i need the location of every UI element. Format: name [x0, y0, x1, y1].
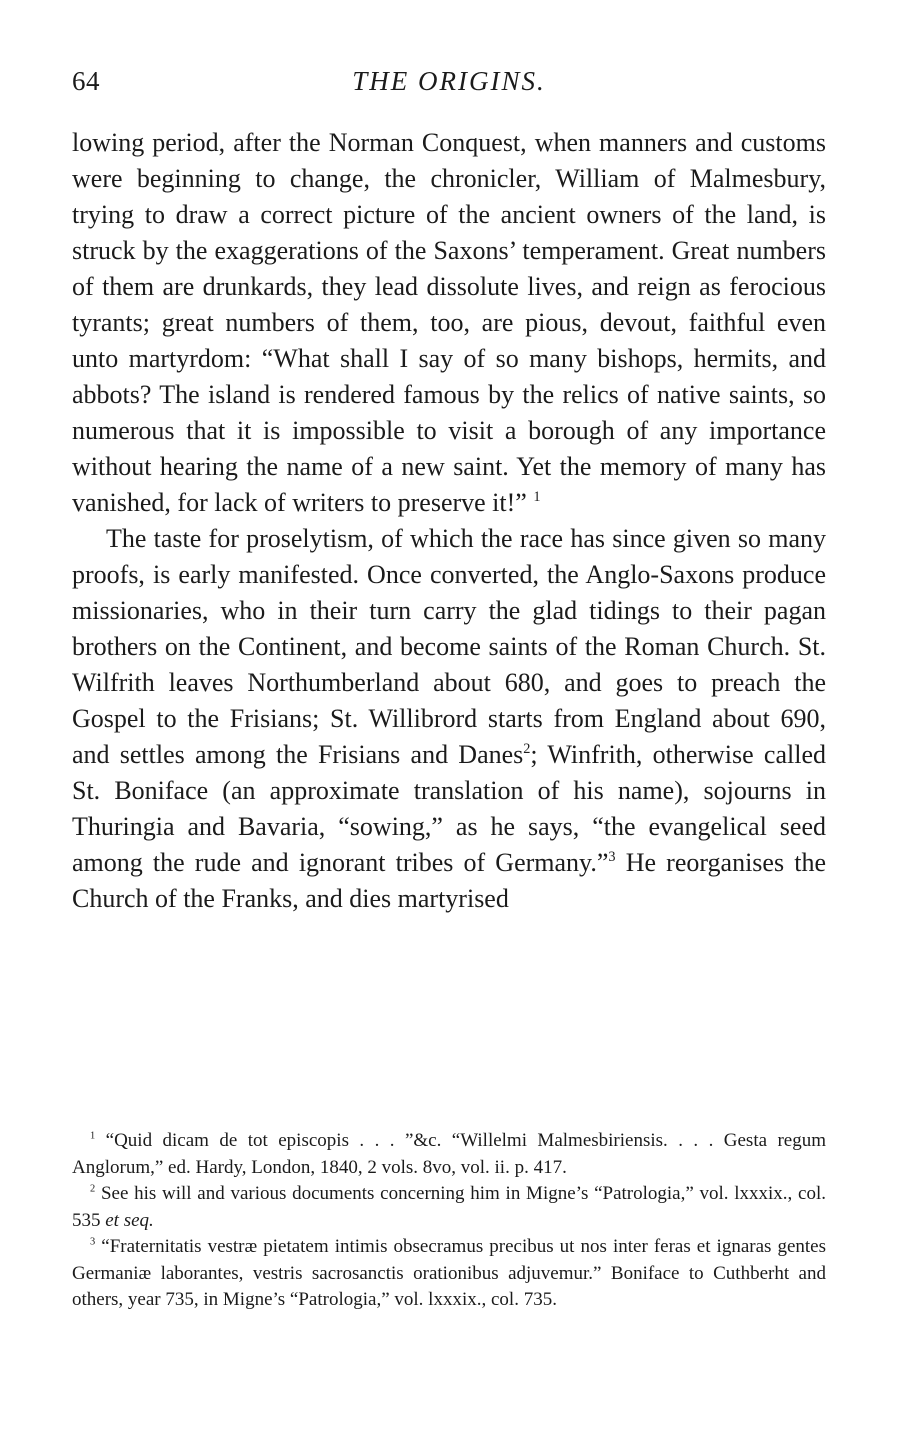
paragraph-text: The taste for proselytism, of which the race has since given so many proofs, is early manifested. Once converted, the Anglo-Saxons produce missionaries, who in their turn carry the glad tidings to their pagan brothers on the Continent, and become saints of the Roman Church. St. Wilfrith leaves Northumberland about 680, and goes to preach the Gospel to the Frisians; St. Willibrord starts from England about 690, and settles among the Frisians and Danes — [72, 524, 826, 769]
footnote-text: “Quid dicam de tot episcopis . . . ”&c. “Willelmi Malmesbiriensis. . . . Gesta regum Anglorum,” ed. Hardy, London, 1840, 2 vols. 8vo, vol. ii. p. 417. — [72, 1130, 827, 1178]
footnotes — [72, 1128, 826, 1314]
footnote-ref: 3 — [608, 849, 616, 865]
footnote — [72, 1128, 826, 1181]
footnote-marker: 1 — [90, 1130, 96, 1142]
footnote-marker: 3 — [90, 1236, 96, 1248]
paragraph — [72, 125, 826, 521]
footnote-text: “Fraternitatis vestræ pietatem intimis obsecramus precibus ut nos inter feras et ignaras gentes Germaniæ laborantes, vestris sacrosanctis orationibus adjuvemur.” Boniface to Cuthberht and others, year 735, in Migne’s “Patrologia,” vol. lxxxix., col. 735. — [72, 1236, 827, 1310]
footnote-ref: 2 — [523, 741, 531, 757]
footnote — [72, 1234, 826, 1314]
page-header — [72, 66, 826, 110]
footnote-ref: 1 — [533, 489, 541, 505]
body-text — [72, 125, 826, 917]
paragraph-text: He reorganises the Church of the Franks, and dies martyrised — [72, 848, 826, 913]
page-number: 64 — [72, 66, 100, 96]
footnote-text: See his will and various documents concerning him in Migne’s “Patrologia,” vol. lxxxix., col. 535 — [72, 1183, 826, 1231]
footnote-marker: 2 — [90, 1183, 96, 1195]
running-title: THE ORIGINS. — [352, 66, 546, 96]
footnote-italic: et seq. — [105, 1209, 154, 1231]
paragraph — [72, 521, 826, 917]
footnote — [72, 1181, 826, 1234]
paragraph-text: lowing period, after the Norman Conquest, when manners and customs were beginning to change, the chronicler, William of Malmesbury, trying to draw a correct picture of the ancient owners of the land, is struck by the exaggerations of the Saxons’ temperament. Great numbers of them are drunkards, they lead dissolute lives, and reign as ferocious tyrants; great numbers of them, too, are pious, devout, faithful even unto martyrdom: “What shall I say of so many bishops, hermits, and abbots? The island is rendered famous by the relics of native saints, so numerous that it is impossible to visit a borough of any importance without hearing the name of a new saint. Yet the memory of many has vanished, for lack of writers to preserve it!” — [72, 128, 826, 517]
paragraph-text: ; Winfrith, otherwise called St. Boniface (an approximate translation of his name), sojourns in Thuringia and Bavaria, “sowing,” as he says, “the evangelical seed among the rude and ignorant tribes of Germany.” — [72, 740, 826, 877]
